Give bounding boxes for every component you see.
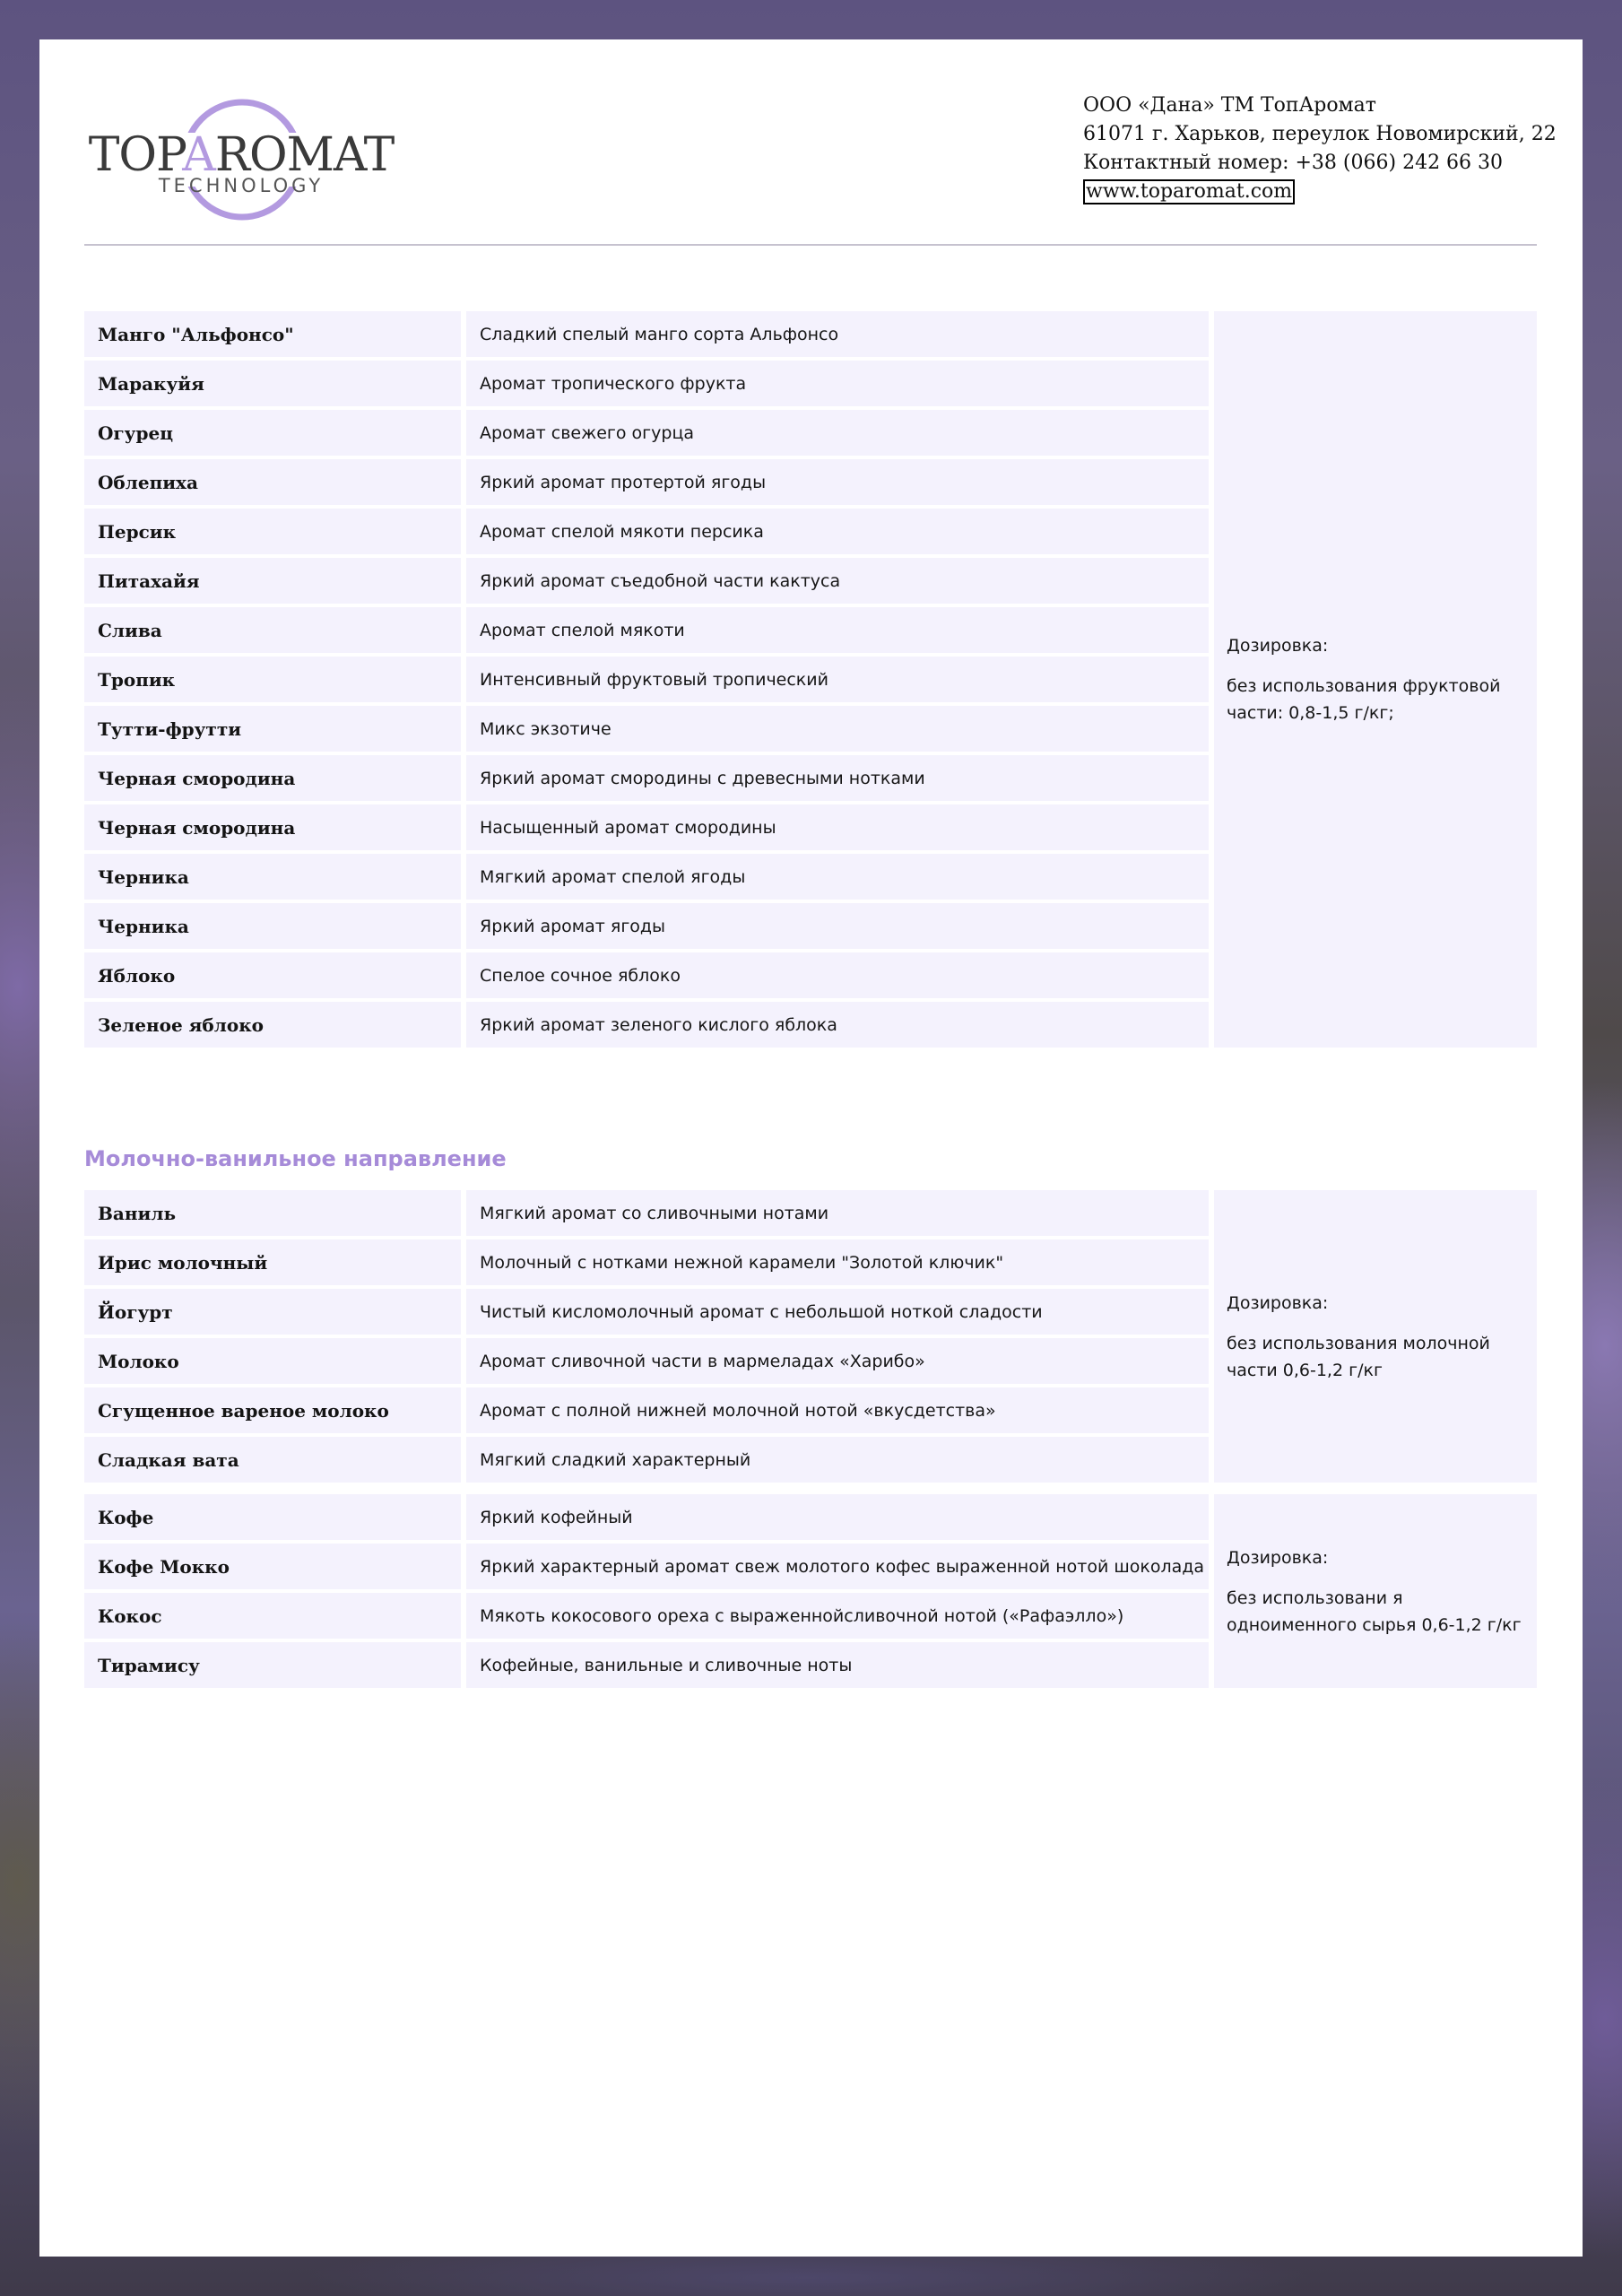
flavor-description: Яркий характерный аромат свеж молотого кофес выраженной нотой шоколада bbox=[466, 1544, 1209, 1589]
flavor-description: Мякоть кокосового ореха с выраженнойсливочной нотой («Рафаэлло») bbox=[466, 1593, 1209, 1639]
table-row bbox=[84, 1437, 1209, 1483]
website-link[interactable]: www.toparomat.com bbox=[1083, 179, 1295, 204]
flavor-description: Насыщенный аромат смородины bbox=[466, 804, 1209, 850]
table-row bbox=[84, 607, 1209, 653]
flavor-description: Яркий аромат ягоды bbox=[466, 903, 1209, 949]
flavor-table-dairy bbox=[84, 1190, 1537, 1483]
logo-subtitle: TECHNOLOGY bbox=[158, 175, 325, 196]
table-row bbox=[84, 706, 1209, 752]
flavor-name: Кофе bbox=[84, 1494, 461, 1540]
flavor-description: Мягкий аромат спелой ягоды bbox=[466, 854, 1209, 900]
company-contacts bbox=[1083, 91, 1557, 206]
flavor-name: Тропик bbox=[84, 657, 461, 702]
flavor-name: Тутти-фрутти bbox=[84, 706, 461, 752]
dosage-label: Дозировка: bbox=[1227, 1547, 1329, 1568]
dosage-label: Дозировка: bbox=[1227, 636, 1329, 656]
dosage-cell bbox=[1214, 1190, 1537, 1483]
flavor-name: Кокос bbox=[84, 1593, 461, 1639]
dosage-text: без использовани я одноименного сырья 0,6-1,2 г/кг bbox=[1227, 1587, 1522, 1635]
flavor-name: Кофе Мокко bbox=[84, 1544, 461, 1589]
flavor-name: Персик bbox=[84, 509, 461, 554]
flavor-name: Черника bbox=[84, 903, 461, 949]
flavor-name: Молоко bbox=[84, 1338, 461, 1384]
table-row bbox=[84, 903, 1209, 949]
flavor-description: Яркий аромат зеленого кислого яблока bbox=[466, 1002, 1209, 1048]
flavor-description: Яркий аромат съедобной части кактуса bbox=[466, 558, 1209, 604]
table-row bbox=[84, 311, 1209, 357]
flavor-name: Йогурт bbox=[84, 1289, 461, 1335]
flavor-description: Аромат свежего огурца bbox=[466, 410, 1209, 456]
table-rows bbox=[84, 1190, 1209, 1483]
flavor-description: Чистый кисломолочный аромат с небольшой ноткой сладости bbox=[466, 1289, 1209, 1335]
table-row bbox=[84, 804, 1209, 850]
table-row bbox=[84, 410, 1209, 456]
flavor-name: Черная смородина bbox=[84, 804, 461, 850]
flavor-name: Маракуйя bbox=[84, 361, 461, 406]
flavor-name: Питахайя bbox=[84, 558, 461, 604]
dosage-label: Дозировка: bbox=[1227, 1292, 1329, 1313]
table-row bbox=[84, 1002, 1209, 1048]
dosage-cell bbox=[1214, 1494, 1537, 1688]
flavor-description: Аромат спелой мякоти bbox=[466, 607, 1209, 653]
flavor-name: Облепиха bbox=[84, 459, 461, 505]
flavor-name: Ваниль bbox=[84, 1190, 461, 1236]
company-name: ООО «Дана» ТМ ТопАромат bbox=[1083, 94, 1376, 117]
table-row bbox=[84, 1289, 1209, 1335]
table-row bbox=[84, 952, 1209, 998]
flavor-description: Аромат тропического фрукта bbox=[466, 361, 1209, 406]
table-row bbox=[84, 1338, 1209, 1384]
flavor-description: Молочный с нотками нежной карамели "Золотой ключик" bbox=[466, 1239, 1209, 1285]
flavor-description: Аромат с полной нижней молочной нотой «вкусдетства» bbox=[466, 1387, 1209, 1433]
flavor-table-coffee bbox=[84, 1494, 1537, 1688]
flavor-name: Зеленое яблоко bbox=[84, 1002, 461, 1048]
table-row bbox=[84, 1642, 1209, 1688]
flavor-table-fruit bbox=[84, 311, 1537, 1048]
table-row bbox=[84, 1239, 1209, 1285]
dosage-text: без использования молочной части 0,6-1,2 г/кг bbox=[1227, 1333, 1490, 1380]
table-row bbox=[84, 755, 1209, 801]
table-row bbox=[84, 1190, 1209, 1236]
flavor-name: Манго "Альфонсо" bbox=[84, 311, 461, 357]
flavor-name: Сгущенное вареное молоко bbox=[84, 1387, 461, 1433]
table-row bbox=[84, 509, 1209, 554]
logo-wordmark: TOPAROMAT bbox=[88, 128, 395, 182]
toparomat-logo bbox=[84, 99, 398, 221]
flavor-name: Черная смородина bbox=[84, 755, 461, 801]
header-divider bbox=[84, 244, 1537, 246]
table-row bbox=[84, 1494, 1209, 1540]
flavor-name: Огурец bbox=[84, 410, 461, 456]
dosage-text: без использования фруктовой части: 0,8-1,5 г/кг; bbox=[1227, 676, 1501, 723]
table-row bbox=[84, 854, 1209, 900]
flavor-name: Слива bbox=[84, 607, 461, 653]
section-title: Молочно-ванильное направление bbox=[84, 1146, 507, 1171]
company-phone: Контактный номер: +38 (066) 242 66 30 bbox=[1083, 152, 1504, 174]
table-rows bbox=[84, 311, 1209, 1048]
table-row bbox=[84, 459, 1209, 505]
flavor-description: Аромат спелой мякоти персика bbox=[466, 509, 1209, 554]
flavor-name: Яблоко bbox=[84, 952, 461, 998]
table-row bbox=[84, 657, 1209, 702]
company-address: 61071 г. Харьков, переулок Новомирский, 22 bbox=[1083, 123, 1557, 145]
flavor-name: Тирамису bbox=[84, 1642, 461, 1688]
flavor-name: Черника bbox=[84, 854, 461, 900]
document-page bbox=[39, 39, 1583, 2257]
flavor-description: Кофейные, ванильные и сливочные ноты bbox=[466, 1642, 1209, 1688]
table-row bbox=[84, 1387, 1209, 1433]
table-row bbox=[84, 361, 1209, 406]
table-rows bbox=[84, 1494, 1209, 1688]
flavor-description: Мягкий сладкий характерный bbox=[466, 1437, 1209, 1483]
flavor-description: Яркий аромат протертой ягоды bbox=[466, 459, 1209, 505]
flavor-description: Сладкий спелый манго сорта Альфонсо bbox=[466, 311, 1209, 357]
flavor-description: Яркий аромат смородины с древесными нотками bbox=[466, 755, 1209, 801]
flavor-description: Спелое сочное яблоко bbox=[466, 952, 1209, 998]
flavor-description: Мягкий аромат со сливочными нотами bbox=[466, 1190, 1209, 1236]
flavor-name: Сладкая вата bbox=[84, 1437, 461, 1483]
flavor-description: Аромат сливочной части в мармеладах «Харибо» bbox=[466, 1338, 1209, 1384]
table-row bbox=[84, 1593, 1209, 1639]
table-row bbox=[84, 1544, 1209, 1589]
flavor-name: Ирис молочный bbox=[84, 1239, 461, 1285]
flavor-description: Интенсивный фруктовый тропический bbox=[466, 657, 1209, 702]
flavor-description: Микс экзотиче bbox=[466, 706, 1209, 752]
dosage-cell bbox=[1214, 311, 1537, 1048]
flavor-description: Яркий кофейный bbox=[466, 1494, 1209, 1540]
table-row bbox=[84, 558, 1209, 604]
